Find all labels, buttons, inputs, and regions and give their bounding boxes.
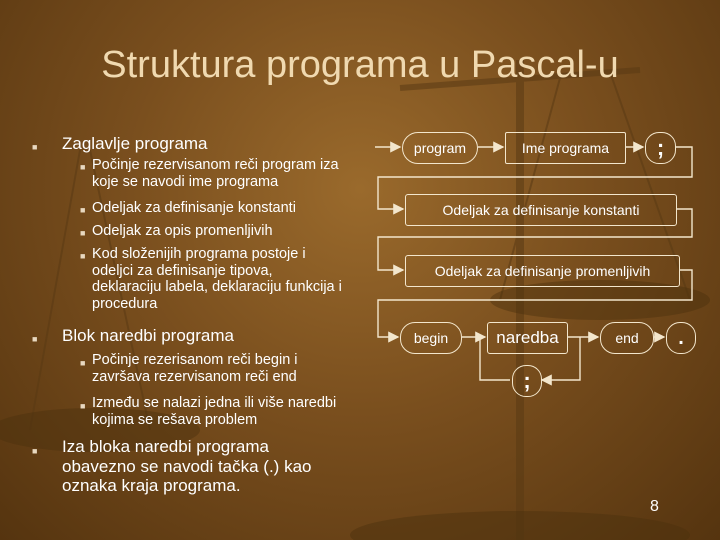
sub-bullet-marker: ■: [80, 358, 86, 368]
page-number: 8: [650, 498, 659, 515]
sub-bullet-begin-end: Počinje rezerisanom reči begin i završava rezervisanom reči end: [92, 352, 298, 385]
sub-bullet-program: Počinje rezervisanom reči program iza koje se navodi ime programa: [92, 157, 339, 190]
box-program: program: [402, 132, 478, 164]
box-semicolon-loop: ;: [512, 365, 542, 397]
sub-bullet-marker: ■: [80, 162, 86, 172]
box-promenljive: Odeljak za definisanje promenljivih: [405, 255, 680, 287]
sub-bullet-promenljive: Odeljak za opis promenljivih: [92, 223, 273, 239]
box-end: end: [600, 322, 654, 354]
box-dot: .: [666, 322, 696, 354]
bullet-marker: ■: [32, 334, 38, 344]
box-begin: begin: [400, 322, 462, 354]
page-title: Struktura programa u Pascal-u: [101, 44, 619, 86]
box-semicolon: ;: [645, 132, 676, 164]
box-naredba: naredba: [487, 322, 568, 354]
bullet-marker: ■: [32, 142, 38, 152]
sub-bullet-marker: ■: [80, 251, 86, 261]
bullet-blok: Blok naredbi programa: [62, 326, 234, 345]
sub-bullet-marker: ■: [80, 205, 86, 215]
bullet-zaglavlje: Zaglavlje programa: [62, 134, 208, 153]
sub-bullet-marker: ■: [80, 228, 86, 238]
bullet-tacka: Iza bloka naredbi programa obavezno se navodi tačka (.) kao oznaka kraja programa.: [62, 437, 312, 496]
sub-bullet-naredbe: Između se nalazi jedna ili više naredbi kojima se rešava problem: [92, 395, 337, 428]
sub-bullet-marker: ■: [80, 401, 86, 411]
bullet-marker: ■: [32, 446, 38, 456]
box-ime-programa: Ime programa: [505, 132, 626, 164]
box-konstante: Odeljak za definisanje konstanti: [405, 194, 677, 226]
sub-bullet-konstante: Odeljak za definisanje konstanti: [92, 200, 296, 216]
sub-bullet-slozeniji: Kod složenijih programa postoje i odeljci za definisanje tipova, deklaraciju labela, deklaraciju funkcija i procedura: [92, 246, 342, 313]
